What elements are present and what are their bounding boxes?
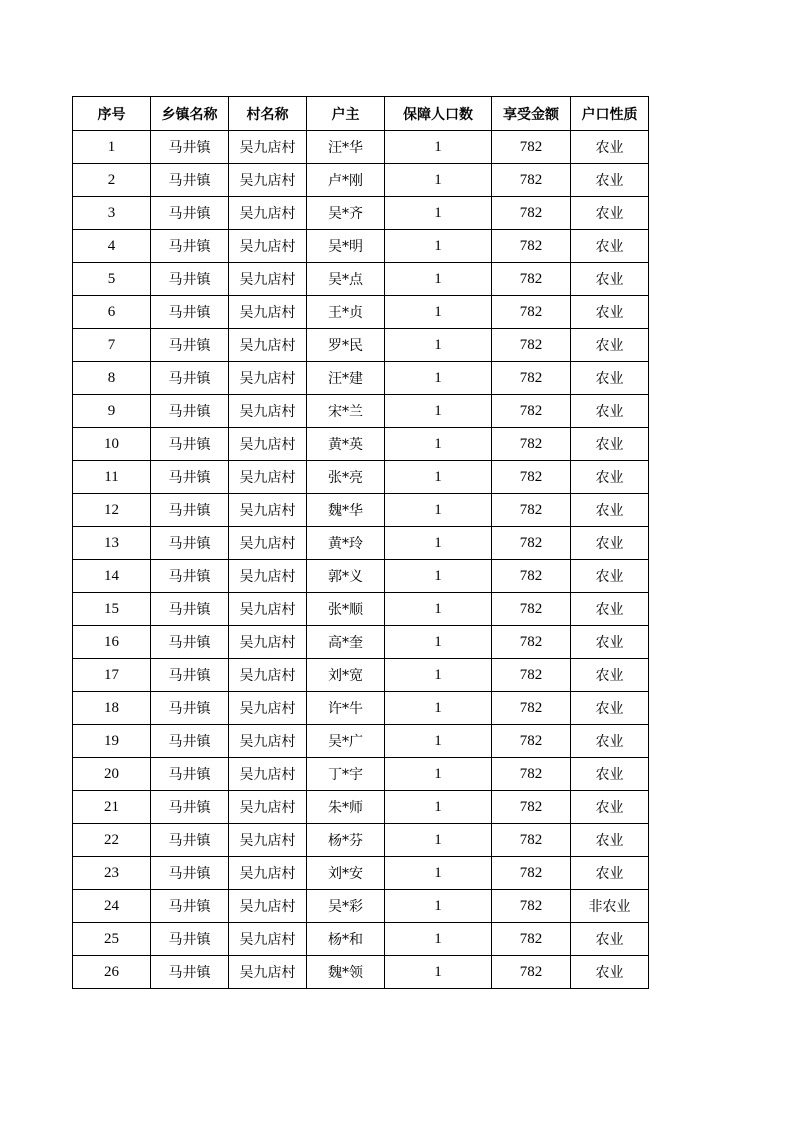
cell-household-type: 农业 xyxy=(571,164,649,197)
cell-amount: 782 xyxy=(492,857,571,890)
cell-household-type: 农业 xyxy=(571,560,649,593)
cell-household-type: 农业 xyxy=(571,527,649,560)
cell-village: 吴九店村 xyxy=(229,395,307,428)
cell-household-type: 农业 xyxy=(571,923,649,956)
cell-township: 马井镇 xyxy=(151,527,229,560)
table-row xyxy=(73,197,649,230)
cell-householder: 吴*齐 xyxy=(307,197,385,230)
cell-household-type: 农业 xyxy=(571,659,649,692)
cell-township: 马井镇 xyxy=(151,857,229,890)
cell-amount: 782 xyxy=(492,329,571,362)
cell-village: 吴九店村 xyxy=(229,593,307,626)
cell-household-type: 农业 xyxy=(571,329,649,362)
cell-township: 马井镇 xyxy=(151,131,229,164)
cell-village: 吴九店村 xyxy=(229,659,307,692)
table-row xyxy=(73,923,649,956)
cell-amount: 782 xyxy=(492,659,571,692)
cell-township: 马井镇 xyxy=(151,329,229,362)
cell-township: 马井镇 xyxy=(151,362,229,395)
cell-village: 吴九店村 xyxy=(229,230,307,263)
cell-householder: 丁*宇 xyxy=(307,758,385,791)
cell-index: 4 xyxy=(73,230,151,263)
cell-township: 马井镇 xyxy=(151,164,229,197)
cell-householder: 杨*芬 xyxy=(307,824,385,857)
cell-index: 14 xyxy=(73,560,151,593)
table-row xyxy=(73,758,649,791)
cell-covered-persons: 1 xyxy=(385,593,492,626)
cell-village: 吴九店村 xyxy=(229,461,307,494)
table-row xyxy=(73,131,649,164)
cell-household-type: 农业 xyxy=(571,230,649,263)
cell-covered-persons: 1 xyxy=(385,527,492,560)
cell-township: 马井镇 xyxy=(151,923,229,956)
cell-covered-persons: 1 xyxy=(385,428,492,461)
cell-covered-persons: 1 xyxy=(385,494,492,527)
table-row xyxy=(73,428,649,461)
cell-householder: 许*牛 xyxy=(307,692,385,725)
cell-township: 马井镇 xyxy=(151,263,229,296)
cell-index: 5 xyxy=(73,263,151,296)
cell-township: 马井镇 xyxy=(151,956,229,989)
cell-village: 吴九店村 xyxy=(229,824,307,857)
cell-householder: 吴*点 xyxy=(307,263,385,296)
cell-household-type: 农业 xyxy=(571,296,649,329)
col-header-township: 乡镇名称 xyxy=(151,97,229,131)
cell-covered-persons: 1 xyxy=(385,626,492,659)
cell-household-type: 农业 xyxy=(571,197,649,230)
cell-amount: 782 xyxy=(492,791,571,824)
table-row xyxy=(73,725,649,758)
cell-index: 10 xyxy=(73,428,151,461)
cell-index: 18 xyxy=(73,692,151,725)
col-header-household-type: 户口性质 xyxy=(571,97,649,131)
cell-amount: 782 xyxy=(492,725,571,758)
cell-village: 吴九店村 xyxy=(229,857,307,890)
cell-covered-persons: 1 xyxy=(385,956,492,989)
cell-amount: 782 xyxy=(492,197,571,230)
cell-covered-persons: 1 xyxy=(385,791,492,824)
cell-township: 马井镇 xyxy=(151,428,229,461)
table-row xyxy=(73,164,649,197)
cell-householder: 罗*民 xyxy=(307,329,385,362)
cell-index: 22 xyxy=(73,824,151,857)
table-row xyxy=(73,593,649,626)
cell-township: 马井镇 xyxy=(151,725,229,758)
cell-amount: 782 xyxy=(492,593,571,626)
cell-amount: 782 xyxy=(492,626,571,659)
col-header-village: 村名称 xyxy=(229,97,307,131)
cell-covered-persons: 1 xyxy=(385,296,492,329)
table-row xyxy=(73,890,649,923)
col-header-amount: 享受金额 xyxy=(492,97,571,131)
cell-village: 吴九店村 xyxy=(229,131,307,164)
cell-village: 吴九店村 xyxy=(229,923,307,956)
cell-amount: 782 xyxy=(492,428,571,461)
table-row xyxy=(73,659,649,692)
cell-village: 吴九店村 xyxy=(229,197,307,230)
cell-household-type: 农业 xyxy=(571,428,649,461)
cell-covered-persons: 1 xyxy=(385,659,492,692)
cell-township: 马井镇 xyxy=(151,560,229,593)
cell-village: 吴九店村 xyxy=(229,329,307,362)
cell-index: 21 xyxy=(73,791,151,824)
cell-index: 23 xyxy=(73,857,151,890)
cell-township: 马井镇 xyxy=(151,296,229,329)
cell-village: 吴九店村 xyxy=(229,362,307,395)
cell-township: 马井镇 xyxy=(151,593,229,626)
cell-householder: 汪*建 xyxy=(307,362,385,395)
cell-index: 9 xyxy=(73,395,151,428)
cell-village: 吴九店村 xyxy=(229,890,307,923)
table-row xyxy=(73,494,649,527)
table-row xyxy=(73,230,649,263)
cell-householder: 卢*刚 xyxy=(307,164,385,197)
cell-covered-persons: 1 xyxy=(385,131,492,164)
cell-township: 马井镇 xyxy=(151,791,229,824)
cell-township: 马井镇 xyxy=(151,890,229,923)
cell-householder: 吴*广 xyxy=(307,725,385,758)
cell-amount: 782 xyxy=(492,494,571,527)
cell-amount: 782 xyxy=(492,923,571,956)
cell-index: 2 xyxy=(73,164,151,197)
cell-index: 25 xyxy=(73,923,151,956)
cell-township: 马井镇 xyxy=(151,230,229,263)
cell-amount: 782 xyxy=(492,956,571,989)
cell-covered-persons: 1 xyxy=(385,197,492,230)
cell-covered-persons: 1 xyxy=(385,923,492,956)
col-header-householder: 户主 xyxy=(307,97,385,131)
cell-householder: 宋*兰 xyxy=(307,395,385,428)
cell-index: 19 xyxy=(73,725,151,758)
cell-index: 8 xyxy=(73,362,151,395)
cell-covered-persons: 1 xyxy=(385,692,492,725)
cell-householder: 黄*玲 xyxy=(307,527,385,560)
cell-household-type: 农业 xyxy=(571,857,649,890)
cell-household-type: 农业 xyxy=(571,791,649,824)
cell-household-type: 农业 xyxy=(571,593,649,626)
cell-village: 吴九店村 xyxy=(229,494,307,527)
cell-township: 马井镇 xyxy=(151,692,229,725)
cell-householder: 魏*领 xyxy=(307,956,385,989)
cell-household-type: 农业 xyxy=(571,263,649,296)
table-row xyxy=(73,692,649,725)
table-row xyxy=(73,296,649,329)
cell-household-type: 农业 xyxy=(571,461,649,494)
cell-covered-persons: 1 xyxy=(385,329,492,362)
cell-village: 吴九店村 xyxy=(229,758,307,791)
cell-township: 马井镇 xyxy=(151,197,229,230)
cell-householder: 张*亮 xyxy=(307,461,385,494)
table-row xyxy=(73,626,649,659)
cell-village: 吴九店村 xyxy=(229,428,307,461)
cell-covered-persons: 1 xyxy=(385,362,492,395)
cell-householder: 刘*安 xyxy=(307,857,385,890)
table-row xyxy=(73,263,649,296)
cell-household-type: 农业 xyxy=(571,758,649,791)
cell-household-type: 农业 xyxy=(571,725,649,758)
cell-householder: 黄*英 xyxy=(307,428,385,461)
cell-amount: 782 xyxy=(492,164,571,197)
cell-covered-persons: 1 xyxy=(385,395,492,428)
cell-amount: 782 xyxy=(492,527,571,560)
cell-village: 吴九店村 xyxy=(229,725,307,758)
cell-household-type: 农业 xyxy=(571,131,649,164)
cell-household-type: 农业 xyxy=(571,395,649,428)
subsidy-table xyxy=(72,96,649,989)
cell-village: 吴九店村 xyxy=(229,263,307,296)
cell-township: 马井镇 xyxy=(151,659,229,692)
cell-amount: 782 xyxy=(492,758,571,791)
cell-township: 马井镇 xyxy=(151,461,229,494)
cell-amount: 782 xyxy=(492,890,571,923)
cell-householder: 汪*华 xyxy=(307,131,385,164)
cell-village: 吴九店村 xyxy=(229,626,307,659)
col-header-index: 序号 xyxy=(73,97,151,131)
cell-amount: 782 xyxy=(492,263,571,296)
table-row xyxy=(73,560,649,593)
cell-index: 7 xyxy=(73,329,151,362)
table-row xyxy=(73,857,649,890)
cell-village: 吴九店村 xyxy=(229,956,307,989)
table-row xyxy=(73,527,649,560)
cell-index: 16 xyxy=(73,626,151,659)
cell-amount: 782 xyxy=(492,692,571,725)
cell-householder: 朱*师 xyxy=(307,791,385,824)
cell-village: 吴九店村 xyxy=(229,560,307,593)
cell-covered-persons: 1 xyxy=(385,857,492,890)
cell-household-type: 农业 xyxy=(571,956,649,989)
table-row xyxy=(73,362,649,395)
cell-index: 15 xyxy=(73,593,151,626)
cell-covered-persons: 1 xyxy=(385,890,492,923)
cell-household-type: 非农业 xyxy=(571,890,649,923)
cell-household-type: 农业 xyxy=(571,824,649,857)
cell-village: 吴九店村 xyxy=(229,164,307,197)
cell-index: 3 xyxy=(73,197,151,230)
cell-township: 马井镇 xyxy=(151,824,229,857)
cell-householder: 王*贞 xyxy=(307,296,385,329)
cell-township: 马井镇 xyxy=(151,626,229,659)
cell-household-type: 农业 xyxy=(571,494,649,527)
cell-township: 马井镇 xyxy=(151,494,229,527)
cell-covered-persons: 1 xyxy=(385,560,492,593)
cell-covered-persons: 1 xyxy=(385,164,492,197)
table-row xyxy=(73,329,649,362)
table-row xyxy=(73,791,649,824)
cell-covered-persons: 1 xyxy=(385,824,492,857)
cell-index: 24 xyxy=(73,890,151,923)
cell-index: 1 xyxy=(73,131,151,164)
cell-village: 吴九店村 xyxy=(229,692,307,725)
cell-covered-persons: 1 xyxy=(385,725,492,758)
cell-householder: 杨*和 xyxy=(307,923,385,956)
cell-index: 12 xyxy=(73,494,151,527)
cell-householder: 郭*义 xyxy=(307,560,385,593)
cell-amount: 782 xyxy=(492,461,571,494)
cell-village: 吴九店村 xyxy=(229,791,307,824)
cell-covered-persons: 1 xyxy=(385,461,492,494)
cell-covered-persons: 1 xyxy=(385,758,492,791)
cell-covered-persons: 1 xyxy=(385,230,492,263)
cell-amount: 782 xyxy=(492,230,571,263)
cell-householder: 吴*彩 xyxy=(307,890,385,923)
cell-householder: 张*顺 xyxy=(307,593,385,626)
cell-index: 17 xyxy=(73,659,151,692)
table-row xyxy=(73,824,649,857)
cell-village: 吴九店村 xyxy=(229,527,307,560)
table-body xyxy=(73,131,649,989)
table-row xyxy=(73,956,649,989)
cell-household-type: 农业 xyxy=(571,362,649,395)
cell-village: 吴九店村 xyxy=(229,296,307,329)
cell-amount: 782 xyxy=(492,362,571,395)
cell-household-type: 农业 xyxy=(571,626,649,659)
cell-amount: 782 xyxy=(492,560,571,593)
cell-amount: 782 xyxy=(492,131,571,164)
header-row xyxy=(73,97,649,131)
cell-householder: 高*奎 xyxy=(307,626,385,659)
cell-amount: 782 xyxy=(492,824,571,857)
cell-householder: 吴*明 xyxy=(307,230,385,263)
cell-index: 11 xyxy=(73,461,151,494)
cell-amount: 782 xyxy=(492,296,571,329)
table-row xyxy=(73,395,649,428)
cell-township: 马井镇 xyxy=(151,395,229,428)
cell-covered-persons: 1 xyxy=(385,263,492,296)
cell-household-type: 农业 xyxy=(571,692,649,725)
table-row xyxy=(73,461,649,494)
cell-index: 13 xyxy=(73,527,151,560)
cell-householder: 魏*华 xyxy=(307,494,385,527)
col-header-covered-persons: 保障人口数 xyxy=(385,97,492,131)
cell-index: 6 xyxy=(73,296,151,329)
cell-township: 马井镇 xyxy=(151,758,229,791)
cell-amount: 782 xyxy=(492,395,571,428)
cell-index: 26 xyxy=(73,956,151,989)
cell-index: 20 xyxy=(73,758,151,791)
cell-householder: 刘*宽 xyxy=(307,659,385,692)
